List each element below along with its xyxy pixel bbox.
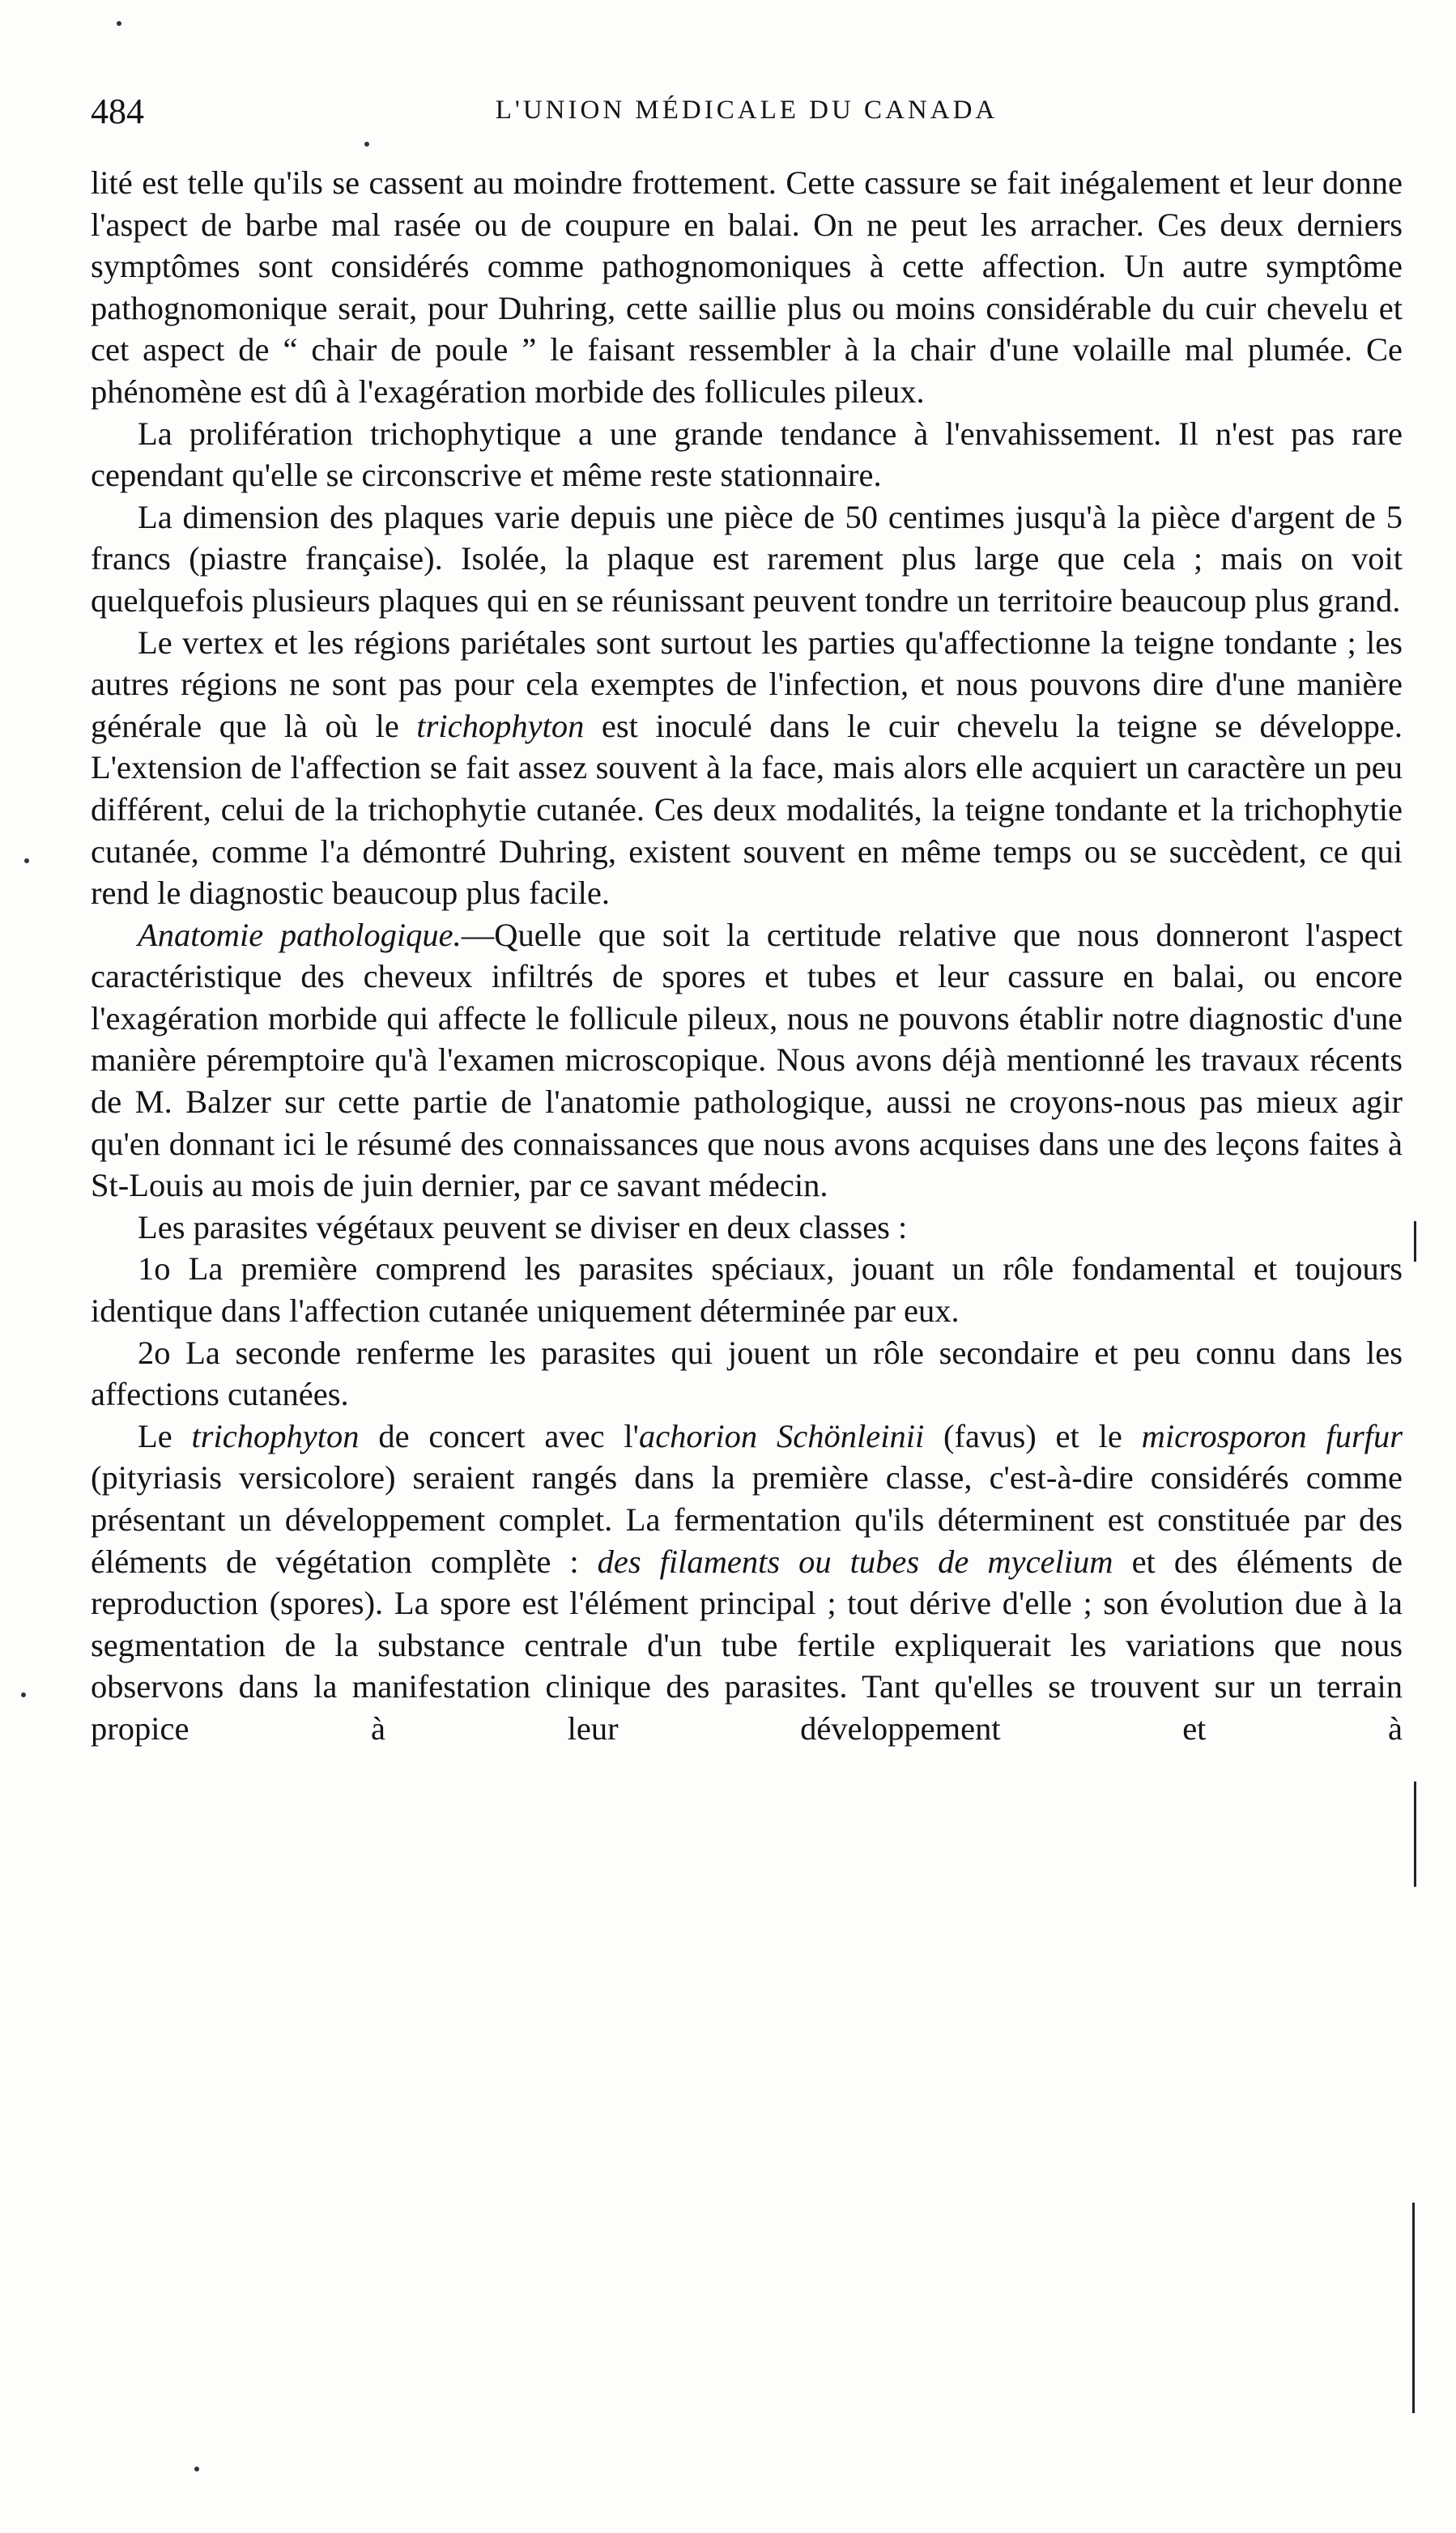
- text-run: Le: [138, 1417, 192, 1454]
- paragraph-first-class: 1o La première comprend les parasites spéciaux, jouant un rôle fondamental et toujours identique dans l'affection cutanée uniquement déterminée par eux.: [91, 1250, 1403, 1330]
- paragraph-continuation: lité est telle qu'ils se cassent au moindre frottement. Cette cassure se fait inégalement et leur donne l'aspect de barbe mal rasée ou de coupure en balai. On ne peut les arracher. Ces deux derniers symptômes sont considérés comme pathognomoniques à cette affection. Un autre symptôme pathognomonique serait, pour Duhring, cette saillie plus ou moins considérable du cuir chevelu et cet aspect de “ chair de poule ” le faisant ressembler à la chair d'une volaille mal plumée. Ce phénomène est dû à l'exagération morbide des follicules pileux.: [91, 164, 1403, 410]
- paragraph-proliferation: La prolifération trichophytique a une grande tendance à l'envahissement. Il n'est pas rare cependant qu'elle se circonscrive et même reste stationnaire.: [91, 415, 1403, 494]
- paragraph-anatomie: [91, 914, 1403, 1207]
- text-run: est inoculé dans le cuir chevelu la teigne se développe. L'extension de l'affection se fait assez souvent à la face, mais alors elle acquiert un caractère un peu différent, celui de la trichophytie cutanée. Ces deux modalités, la teigne tondante et la trichophytie cutanée, comme l'a démontré Duhring, existent souvent en même temps ou se succèdent, ce qui rend le diagnostic beaucoup plus facile.: [91, 707, 1403, 912]
- paragraph-second-class: 2o La seconde renferme les parasites qui jouent un rôle secondaire et peu connu dans les affections cutanées.: [91, 1334, 1403, 1413]
- margin-rule-mark: [1414, 1221, 1416, 1262]
- text-run: (favus) et le: [924, 1417, 1142, 1454]
- text-run: Le vertex et les régions pariétales sont surtout les parties qu'affectionne la teigne tondante ; les autres régions ne sont pas pour cela exemptes de l'infection, et nous pouvons dire d'une manière générale que là où le: [91, 624, 1403, 744]
- text-run: et des éléments de reproduction (spores). La spore est l'élément principal ; tout dérive d'elle ; son évolution due à la segmentation de la substance centrale d'un tube fertile expliquerait les variations que nous observons dans la manifestation clinique des parasites. Tant qu'elles se trouvent sur un terrain propice à leur développement et à: [91, 1543, 1403, 1747]
- body-text: [91, 162, 1403, 1750]
- page-number: 484: [91, 92, 144, 131]
- margin-rule-mark: [1414, 1782, 1416, 1887]
- section-heading-inline: Anatomie pathologique.: [138, 916, 462, 953]
- italic-term: trichophyton: [416, 707, 585, 744]
- text-run: (pityriasis versicolore) seraient rangés dans la première classe, c'est-à-dire considérés comme présentant un développement complet. La fermentation qu'ils déterminent est constituée par des éléments de végétation complète :: [91, 1459, 1403, 1580]
- running-title: L'UNION MÉDICALE DU CANADA: [495, 96, 998, 125]
- text-run: de concert avec l': [359, 1417, 639, 1454]
- page-header: [91, 91, 1403, 139]
- paragraph-parasites-classes: Les parasites végétaux peuvent se diviser en deux classes :: [138, 1208, 908, 1245]
- scan-speck: [24, 858, 29, 863]
- scan-speck: [364, 142, 369, 147]
- italic-term: trichophyton: [191, 1417, 360, 1454]
- italic-term: des filaments ou tubes de mycelium: [597, 1543, 1113, 1580]
- italic-term: microsporon furfur: [1141, 1417, 1403, 1454]
- paragraph-vertex: [91, 622, 1403, 914]
- scan-speck: [117, 21, 121, 26]
- margin-rule-mark: [1412, 2203, 1415, 2413]
- paragraph-plaque-dimension: La dimension des plaques varie depuis une pièce de 50 centimes jusqu'à la pièce d'argent de 5 francs (piastre française). Isolée, la plaque est rarement plus large que cela ; mais on voit quelquefois plusieurs plaques qui en se réunissant peuvent tondre un territoire beaucoup plus grand.: [91, 498, 1403, 619]
- italic-term: achorion Schönleinii: [638, 1417, 925, 1454]
- scan-speck: [194, 2467, 199, 2471]
- text-run: —Quelle que soit la certitude relative que nous donneront l'aspect caractéristique des cheveux infiltrés de spores et tubes et leur cassure en balai, ou encore l'exagération morbide qui affecte le follicule pileux, nous ne pouvons établir notre diagnostic d'une manière péremptoire qu'à l'examen microscopique. Nous avons déjà mentionné les travaux récents de M. Balzer sur cette partie de l'anatomie pathologique, aussi ne croyons-nous pas mieux agir qu'en donnant ici le résumé des connaissances que nous avons acquises dans une des leçons faites à St-Louis au mois de juin dernier, par ce savant médecin.: [91, 916, 1403, 1204]
- paragraph-trichophyton: [91, 1416, 1403, 1750]
- scan-speck: [21, 1692, 26, 1697]
